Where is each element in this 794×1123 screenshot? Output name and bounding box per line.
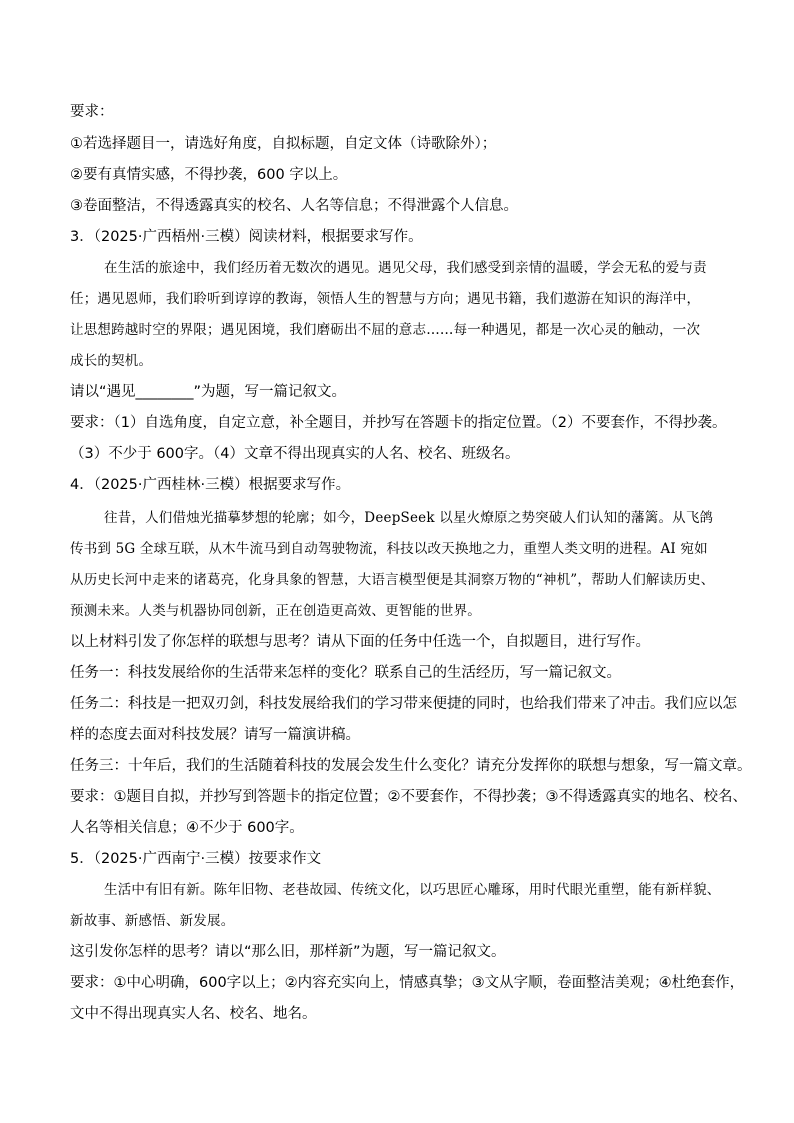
question-3-requirements: 要求：（1）自选角度，自定立意，补全题目，并抄写在答题卡的指定位置。（2）不要套作，不得抄袭。 <box>70 415 727 431</box>
requirement-item-1: ①若选择题目一，请选好角度，自拟标题，自定文体（诗歌除外）； <box>70 136 497 152</box>
question-4-passage-line: 预测未来。人类与机器协同创新，正在创造更高效、更智能的世界。 <box>70 603 481 619</box>
question-4-passage-line: 往昔，人们借烛光描摹梦想的轮廓；如今，DeepSeek 以星火燎原之势突破人们认知的藩篱。从飞鸽 <box>104 510 714 526</box>
question-3-passage-line: 成长的契机。 <box>70 353 153 369</box>
question-3-passage-line: 让思想跨越时空的界限；遇见困境，我们磨砺出不屈的意志……每一种遇见，都是一次心灵的触动，一次 <box>70 322 701 338</box>
requirements-heading: 要求： <box>70 104 114 120</box>
question-4-task-2: 任务二：科技是一把双刃剑，科技发展给我们的学习带来便捷的同时，也给我们带来了冲击。我们应以怎 <box>70 696 737 712</box>
question-4-task-2: 样的态度去面对科技发展？请写一篇演讲稿。 <box>70 727 360 743</box>
question-4-task-1: 任务一：科技发展给你的生活带来怎样的变化？联系自己的生活经历，写一篇记叙文。 <box>70 665 621 681</box>
question-4-requirements: 人名等相关信息；④不少于 600字。 <box>70 820 304 836</box>
question-5-requirements: 文中不得出现真实人名、校名、地名。 <box>70 1006 317 1022</box>
question-5-requirements: 要求：①中心明确，600字以上；②内容充实向上，情感真挚；③文从字顺，卷面整洁美观；④杜绝套作， <box>70 975 745 991</box>
question-3-requirements: （3）不少于 600字。（4）文章不得出现真实的人名、校名、班级名。 <box>70 446 520 462</box>
question-5-passage-line: 生活中有旧有新。陈年旧物、老巷故园、传统文化，以巧思匠心雕琢，用时代眼光重塑，能有新样貌、 <box>104 882 721 898</box>
question-4-task-3: 任务三：十年后，我们的生活随着科技的发展会发生什么变化？请充分发挥你的联想与想象，写一篇文章。 <box>70 758 752 774</box>
question-3-prompt: 请以“遇见________”为题，写一篇记叙文。 <box>70 384 347 400</box>
question-3-heading: 3．（2025·广西梧州·三模）阅读材料，根据要求写作。 <box>70 229 423 245</box>
question-4-heading: 4．（2025·广西桂林·三模）根据要求写作。 <box>70 477 351 493</box>
question-5-prompt: 这引发你怎样的思考？请以“那么旧，那样新”为题，写一篇记叙文。 <box>70 944 506 960</box>
question-5-heading: 5．（2025·广西南宁·三模）按要求作文 <box>70 851 322 867</box>
requirement-item-3: ③卷面整洁，不得透露真实的校名、人名等信息；不得泄露个人信息。 <box>70 198 518 214</box>
requirement-item-2: ②要有真情实感，不得抄袭，600 字以上。 <box>70 167 348 183</box>
question-4-passage-line: 从历史长河中走来的诸葛亮，化身具象的智慧，大语言模型便是其洞察万物的“神机”，帮助人们解读历史、 <box>70 572 715 588</box>
question-3-passage-line: 任；遇见恩师，我们聆听到谆谆的教诲，领悟人生的智慧与方向；遇见书籍，我们遨游在知识的海洋中， <box>70 291 701 307</box>
question-3-passage-line: 在生活的旅途中，我们经历着无数次的遇见。遇见父母，我们感受到亲情的温暖，学会无私的爱与责 <box>104 260 707 276</box>
question-4-prompt: 以上材料引发了你怎样的联想与思考？请从下面的任务中任选一个，自拟题目，进行写作。 <box>70 634 650 650</box>
question-4-passage-line: 传书到 5G 全球互联，从木牛流马到自动驾驶物流，科技以改天换地之力，重塑人类文明的进程。AI 宛如 <box>70 541 708 557</box>
question-4-requirements: 要求：①题目自拟，并抄写到答题卡的指定位置；②不要套作，不得抄袭；③不得透露真实的地名、校名、 <box>70 789 747 805</box>
question-5-passage-line: 新故事、新感悟、新发展。 <box>70 913 235 929</box>
